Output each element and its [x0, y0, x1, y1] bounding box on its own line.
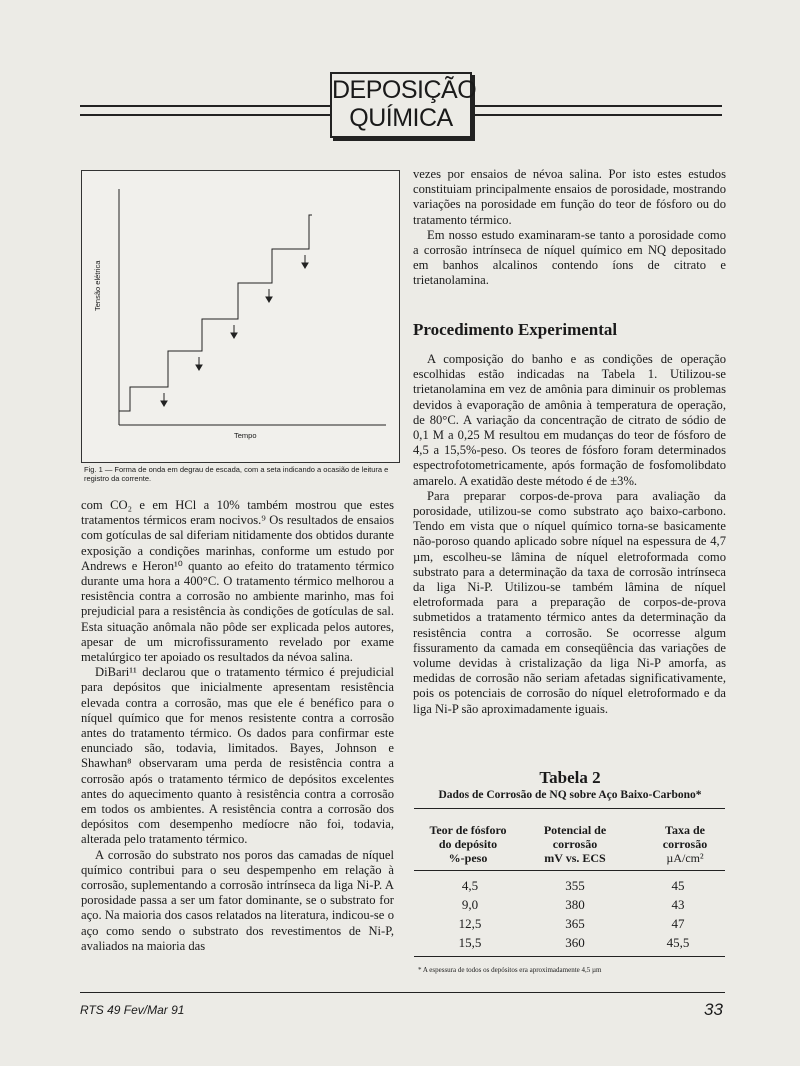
- table-cell: 355: [565, 878, 585, 893]
- table-cell: 9,0: [461, 897, 479, 912]
- right-paragraph-4: Para preparar corpos-de-prova para avaliação da porosidade, utilizou-se como substrato aço baixo-carbono. Tendo em vista que o níquel químico torna-se basicamente não-poroso quando aplicado sobre níquel na espessura de 4,7 µm, escolheu-se lâmina de níquel eletroformada como substrato para a determinação da taxa de corrosão intrínseca da liga Ni-P. Utilizou-se também lâmina de níquel eletroformada para a preparação de corpos-de-prova submetidos a tratamento térmico antes da determinação da resistência contra a corrosão. Se ocorresse algum fissuramento da camada em conseqüência das variações de volume devidas à cristalização da liga Ni-P amorfa, as medidas de corrosão não seriam afetadas significativamente, pois os potenciais de corrosão do níquel eletroformado e da liga Ni-P são aproximadamente iguais.: [413, 488, 726, 716]
- table-footnote: * A espessura de todos os depósitos era aproximadamente 4,5 µm: [418, 966, 602, 974]
- left-paragraph-3: A corrosão do substrato nos poros das camadas de níquel químico contribui para o seu despempenho em relação à corrosão, suplementando a corrosão intrínseca da liga Ni-P. A porosidade passa a ser um fator dominante, se o substrato for aço. Na maioria dos casos relatados na literatura, indicou-se o aço como sendo o substrato dos revestimentos de Ni-P, avaliados na maioria das: [81, 847, 394, 953]
- table-cell: 45: [671, 878, 685, 893]
- y-axis-label: Tensão elétrica: [93, 260, 102, 311]
- left-column: [81, 498, 394, 954]
- table-header-rate: Taxa de corrosão µA/cm²: [662, 823, 708, 865]
- table-cell: 380: [565, 897, 585, 912]
- table-header-potential: Potencial de corrosão mV vs. ECS: [543, 823, 607, 865]
- left-paragraph-1: com CO₂ e em HCl a 10% também mostrou que estes tratamentos térmicos eram nocivos.⁹ Os resultados de ensaios com gotículas de sal diferiam nitidamente dos obtidos durante exposição a condições marinhas, conforme um estudo por Andrews e Heron¹⁰ quanto ao efeito do tratamento térmico durante uma hora a 400°C. O tratamento térmico melhorou a resistência contra a corrosão no ambiente marinho, mas foi prejudicial para a resistência às condições de gotículas de sal. Esta situação anômala não pôde ser explicada pelos autores, apesar de um microfissuramento revelado por exame metalúrgico ter apoiado os resultados da névoa salina.: [81, 498, 394, 665]
- header-rule-right-2: [472, 114, 722, 116]
- table-cell: 47: [671, 916, 685, 931]
- right-paragraph-1: vezes por ensaios de névoa salina. Por isto estes estudos constituiam principalmente ensaios de porosidade, mostrando variações na porosidade em função do teor de fósforo ou do tratamento térmico.: [413, 167, 726, 227]
- section-heading: Procedimento Experimental: [413, 320, 618, 339]
- section-logo: [330, 72, 477, 138]
- table-rule-top: [414, 808, 725, 809]
- logo-line-2: QUÍMICA: [349, 104, 453, 132]
- table-cell: 15,5: [458, 935, 482, 950]
- table-rule-bottom: [414, 956, 725, 957]
- left-paragraph-2: DiBari¹¹ declarou que o tratamento térmico é prejudicial para depósitos que inicialmente apresentam resistência elevada contra a corrosão, mas que ele é benéfico para o níquel químico que for menos resistente contra a corrosão antes do tratamento térmico. Os dados para confirmar este enunciado são, todavia, limitados. Bayes, Johnson e Shawhan⁸ observaram uma perda de resistência contra a corrosão após o tratamento térmico de depósitos excelentes antes do aquecimento quanto à resistência contra a corrosão em todos os ambientes. A resistência contra a corrosão dos depósitos com desempenho medíocre não foi, todavia, alterada pelo tratamento térmico.: [81, 665, 394, 847]
- table-subtitle: Dados de Corrosão de NQ sobre Aço Baixo-Carbono*: [438, 789, 702, 801]
- x-axis-label: Tempo: [234, 431, 257, 440]
- figure-caption: Fig. 1 — Forma de onda em degrau de escada, com a seta indicando a ocasião de leitura e registro da corrente.: [84, 465, 389, 483]
- table-cell: 45,5: [666, 935, 690, 950]
- table-rule-header: [414, 870, 725, 871]
- table-cell: 360: [565, 935, 585, 950]
- header-rule-right: [472, 105, 722, 107]
- footer-journal: RTS 49 Fev/Mar 91: [80, 1003, 185, 1017]
- table-title: Tabela 2: [539, 768, 601, 787]
- figure-1: [81, 170, 400, 463]
- header-rule-left: [80, 105, 330, 107]
- table-header-phosphorus: Teor de fósforo do depósito %-peso: [429, 823, 507, 865]
- right-paragraph-3: A composição do banho e as condições de operação escolhidas estão indicadas na Tabela 1. Utilizou-se trietanolamina em vez de amônia para diminuir os problemas devidos à evaporação de amônia à temperatura de operação, de 80°C. A variação da concentração de citrato de sódio de 0,1 M a 0,25 M resultou em mudanças do teor de fósforo de 4,5 a 15,5%-peso. Os teores de fósforo foram determinados espectrofotometricamente, após formação de fosfomolibdato amarelo. A exatidão deste método é de ±3%.: [413, 352, 726, 488]
- table-cell: 43: [671, 897, 685, 912]
- table-cell: 365: [565, 916, 585, 931]
- header-rule-left-2: [80, 114, 330, 116]
- table-cell: 12,5: [458, 916, 482, 931]
- right-column-top: [413, 167, 726, 289]
- page-number: 33: [704, 1000, 723, 1019]
- table-cell: 4,5: [461, 878, 479, 893]
- footer-rule: [80, 992, 725, 993]
- staircase-waveform-plot: [82, 171, 399, 462]
- logo-line-1: DEPOSIÇÃO: [332, 76, 477, 104]
- right-column-body: [413, 352, 726, 717]
- right-paragraph-2: Em nosso estudo examinaram-se tanto a porosidade como a corrosão intrínseca de níquel químico em NQ depositado em banhos alcalinos contendo íons de citrato e trietanolamina.: [413, 227, 726, 288]
